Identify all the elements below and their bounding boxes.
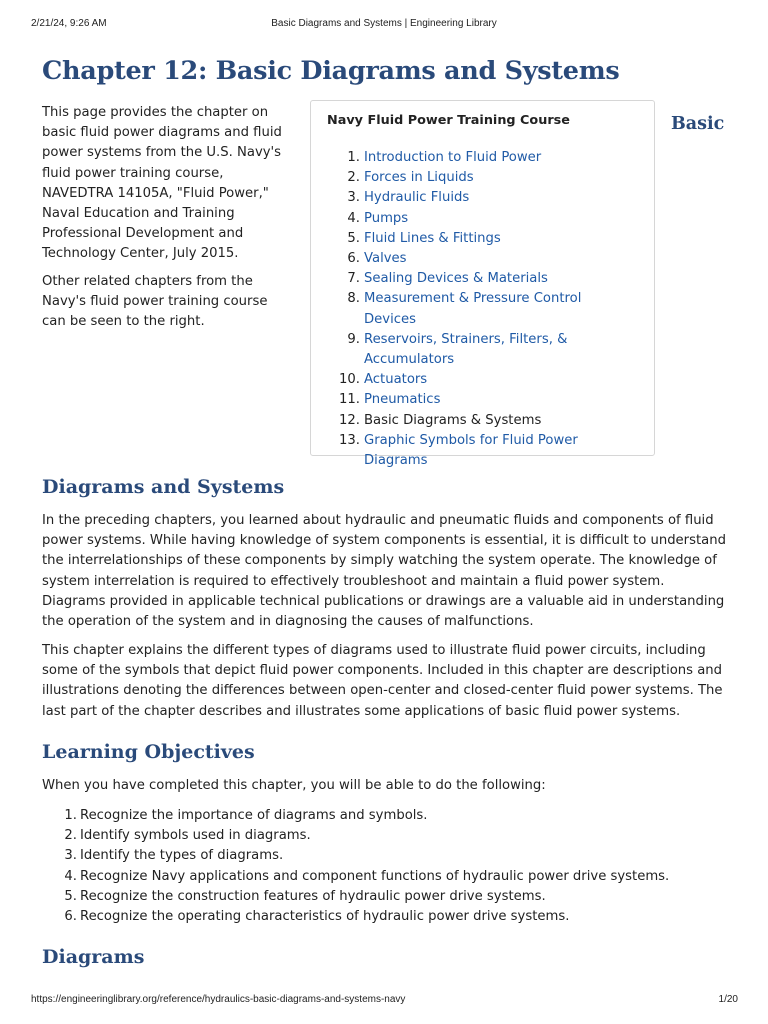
page-title: Chapter 12: Basic Diagrams and Systems: [42, 56, 620, 86]
toc-item-number: 10.: [339, 372, 360, 388]
toc-item[interactable]: [311, 370, 634, 390]
heading-diagrams: Diagrams: [42, 946, 145, 968]
toc-item[interactable]: [311, 188, 634, 208]
toc-item-link[interactable]: Actuators: [364, 372, 428, 388]
toc-item-number: 7.: [347, 271, 360, 287]
print-url: https://engineeringlibrary.org/reference/hydraulics-basic-diagrams-and-systems-navy: [31, 994, 406, 1005]
toc-item-link[interactable]: Measurement & Pressure Control Devices: [364, 291, 582, 327]
toc-item-link[interactable]: Graphic Symbols for Fluid Power Diagrams: [364, 432, 578, 469]
objective-number: 5.: [64, 888, 77, 904]
print-page-number: 1/20: [718, 994, 738, 1005]
objective-number: 2.: [64, 828, 77, 844]
paragraph-chapter-explains: This chapter explains the different types of diagrams used to illustrate fluid power circuits, including some of the symbols that depict fluid power components. Included in this chapter are descriptions and illustrations denoting the differences between open-center and closed-center fluid power systems. The last part of the chapter describes and illustrates some applications of basic fluid power systems.: [42, 643, 723, 719]
objective-text: Identify symbols used in diagrams.: [80, 828, 311, 844]
objective-item: [42, 867, 669, 887]
side-heading-basic: Basic: [671, 114, 725, 134]
toc-item: [311, 411, 634, 431]
toc-item-number: 6.: [347, 251, 360, 267]
heading-diagrams-and-systems: Diagrams and Systems: [42, 476, 285, 498]
objectives-list: [42, 806, 669, 927]
paragraph-preceding-chapters: In the preceding chapters, you learned about hydraulic and pneumatic fluids and components of fluid power systems. While having knowledge of system components is essential, it is difficult to understand the interrelationships of these components by simply watching the system operate. The knowledge of system interrelation is required to effectively troubleshoot and maintain a fluid power system. Diagrams provided in applicable technical publications or drawings are a valuable aid in understanding the operation of the system and in diagnosing the causes of malfunctions.: [42, 513, 726, 630]
objective-item: [42, 907, 669, 927]
toc-item[interactable]: [311, 148, 634, 168]
objective-text: Identify the types of diagrams.: [80, 848, 284, 864]
toc-item-link[interactable]: Valves: [364, 251, 407, 267]
intro-text: [42, 103, 292, 339]
toc-item[interactable]: [311, 390, 634, 410]
toc-item-number: 9.: [347, 331, 360, 347]
objectives-intro: When you have completed this chapter, you will be able to do the following:: [42, 778, 546, 793]
toc-item-number: 5.: [347, 230, 360, 246]
toc-item[interactable]: [311, 229, 634, 249]
objective-number: 4.: [64, 868, 77, 884]
print-datetime: 2/21/24, 9:26 AM: [31, 18, 107, 29]
objective-text: Recognize the construction features of hydraulic power drive systems.: [80, 888, 546, 904]
objective-item: [42, 806, 669, 826]
toc-item-number: 12.: [339, 412, 360, 428]
print-doc-title: Basic Diagrams and Systems | Engineering Library: [271, 18, 497, 29]
objective-item: [42, 887, 669, 907]
toc-item-number: 1.: [347, 150, 360, 165]
toc-item-link[interactable]: Forces in Liquids: [364, 170, 474, 186]
objective-item: [42, 846, 669, 866]
toc-item-current: Basic Diagrams & Systems: [364, 412, 542, 428]
objective-number: 3.: [64, 848, 77, 864]
toc-item[interactable]: [311, 330, 634, 370]
toc-item[interactable]: [311, 431, 634, 471]
toc-item-link[interactable]: Fluid Lines & Fittings: [364, 230, 501, 246]
toc-title: Navy Fluid Power Training Course: [327, 113, 570, 128]
objective-number: 1.: [64, 808, 77, 823]
toc-item[interactable]: [311, 289, 634, 329]
toc-item-number: 3.: [347, 190, 360, 206]
objective-number: 6.: [64, 909, 77, 925]
objective-item: [42, 826, 669, 846]
course-toc-box: [310, 100, 655, 469]
toc-item-link[interactable]: Pneumatics: [364, 392, 441, 408]
toc-item-link[interactable]: Introduction to Fluid Power: [364, 150, 542, 165]
objective-text: Recognize the importance of diagrams and symbols.: [80, 808, 428, 823]
toc-item[interactable]: [311, 209, 634, 229]
toc-item-number: 4.: [347, 210, 360, 226]
toc-item-link[interactable]: Sealing Devices & Materials: [364, 271, 548, 287]
intro-paragraph-1: This page provides the chapter on basic fluid power diagrams and fluid power systems from the U.S. Navy's fluid power training course, NAVEDTRA 14105A, "Fluid Power," Naval Education and Training Professional Development and Technology Center, July 2015.: [42, 105, 282, 262]
intro-paragraph-2: Other related chapters from the Navy's fluid power training course can be seen to the right.: [42, 273, 268, 330]
toc-item-number: 11.: [339, 392, 360, 408]
heading-learning-objectives: Learning Objectives: [42, 741, 255, 763]
objective-text: Recognize the operating characteristics of hydraulic power drive systems.: [80, 909, 570, 925]
toc-list: [311, 148, 634, 471]
toc-item-number: 13.: [339, 432, 360, 448]
print-footer: [0, 994, 768, 1010]
toc-item[interactable]: [311, 249, 634, 269]
toc-item-link[interactable]: Pumps: [364, 210, 409, 226]
objective-text: Recognize Navy applications and component functions of hydraulic power drive systems.: [80, 868, 670, 884]
toc-item-link[interactable]: Hydraulic Fluids: [364, 190, 470, 206]
print-header: [0, 18, 768, 34]
toc-item[interactable]: [311, 168, 634, 188]
toc-item-number: 8.: [347, 291, 360, 307]
toc-item[interactable]: [311, 269, 634, 289]
toc-item-link[interactable]: Reservoirs, Strainers, Filters, & Accumulators: [364, 331, 568, 368]
toc-item-number: 2.: [347, 170, 360, 186]
